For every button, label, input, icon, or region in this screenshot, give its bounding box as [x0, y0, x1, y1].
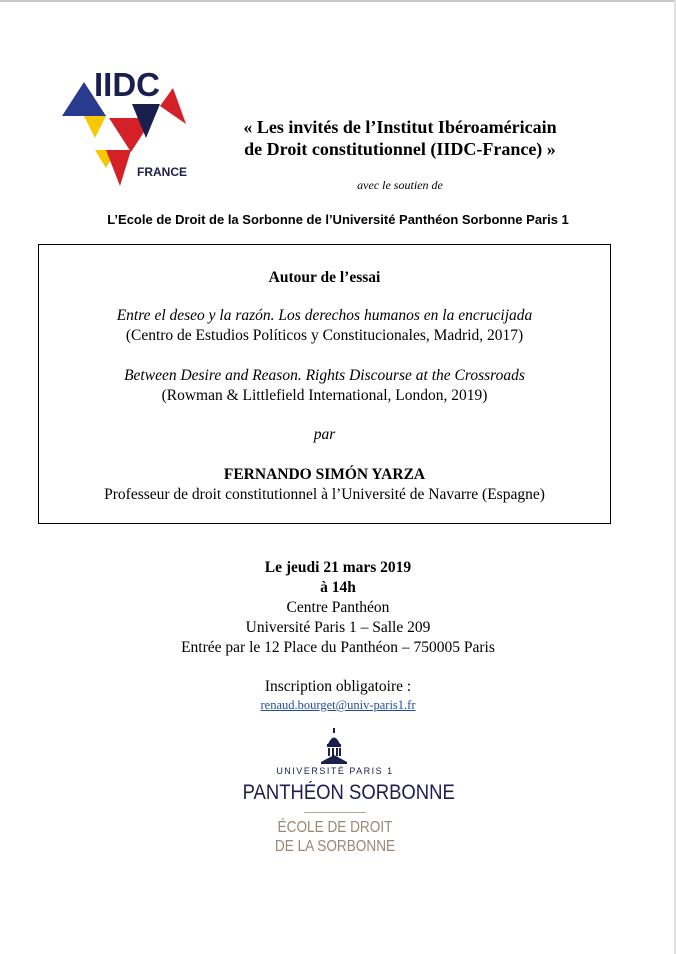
event-address: Entrée par le 12 Place du Panthéon – 750005 Paris: [181, 639, 495, 656]
essay-info-box: [38, 244, 611, 524]
author-name: FERNANDO SIMÓN YARZA: [223, 466, 426, 483]
registration-email-link[interactable]: renaud.bourget@univ-paris1.fr: [260, 698, 416, 712]
pantheon-sorbonne-logo: [230, 728, 455, 863]
registration-email-row: [0, 695, 676, 715]
box-heading: Autour de l’essai: [268, 269, 381, 286]
iidc-logo-text: IIDC: [94, 66, 160, 103]
support-note: avec le soutien de: [357, 178, 443, 192]
book1-title: Entre el deseo y la razón. Los derechos humanos en la encrucijada: [116, 307, 533, 324]
event-venue: Centre Panthéon: [286, 599, 390, 616]
iidc-logo: [62, 66, 192, 191]
pantheon-sorbonne-divider: [304, 812, 366, 813]
registration-label: Inscription obligatoire :: [264, 678, 412, 695]
book1-publisher: (Centro de Estudios Políticos y Constitucionales, Madrid, 2017): [125, 327, 524, 344]
event-series-title-line2: de Droit constitutionnel (IIDC-France) »: [244, 139, 556, 159]
event-series-title-line1: « Les invités de l’Institut Ibéroaméricain: [243, 117, 557, 137]
book2-publisher: (Rowman & Littlefield International, London, 2019): [161, 387, 488, 404]
event-room: Université Paris 1 – Salle 209: [245, 619, 431, 636]
event-time: à 14h: [320, 579, 356, 596]
pantheon-sorbonne-name: PANTHÉON SORBONNE: [242, 781, 455, 804]
event-date: Le jeudi 21 mars 2019: [264, 559, 412, 576]
page-top-border: [0, 0, 676, 2]
iidc-logo-subtext: FRANCE: [137, 165, 187, 179]
pantheon-dome-icon: [321, 728, 347, 764]
sponsor-school-line: L’Ecole de Droit de la Sorbonne de l’Université Panthéon Sorbonne Paris 1: [107, 212, 569, 227]
ecole-droit-line2: DE LA SORBONNE: [274, 838, 396, 855]
par-label: par: [313, 426, 336, 443]
author-role: Professeur de droit constitutionnel à l’Université de Navarre (Espagne): [104, 486, 545, 503]
ecole-droit-line1: ÉCOLE DE DROIT: [277, 819, 393, 836]
book2-title: Between Desire and Reason. Rights Discourse at the Crossroads: [124, 367, 525, 384]
pantheon-sorbonne-univ-label: UNIVERSITÉ PARIS 1: [276, 766, 394, 776]
